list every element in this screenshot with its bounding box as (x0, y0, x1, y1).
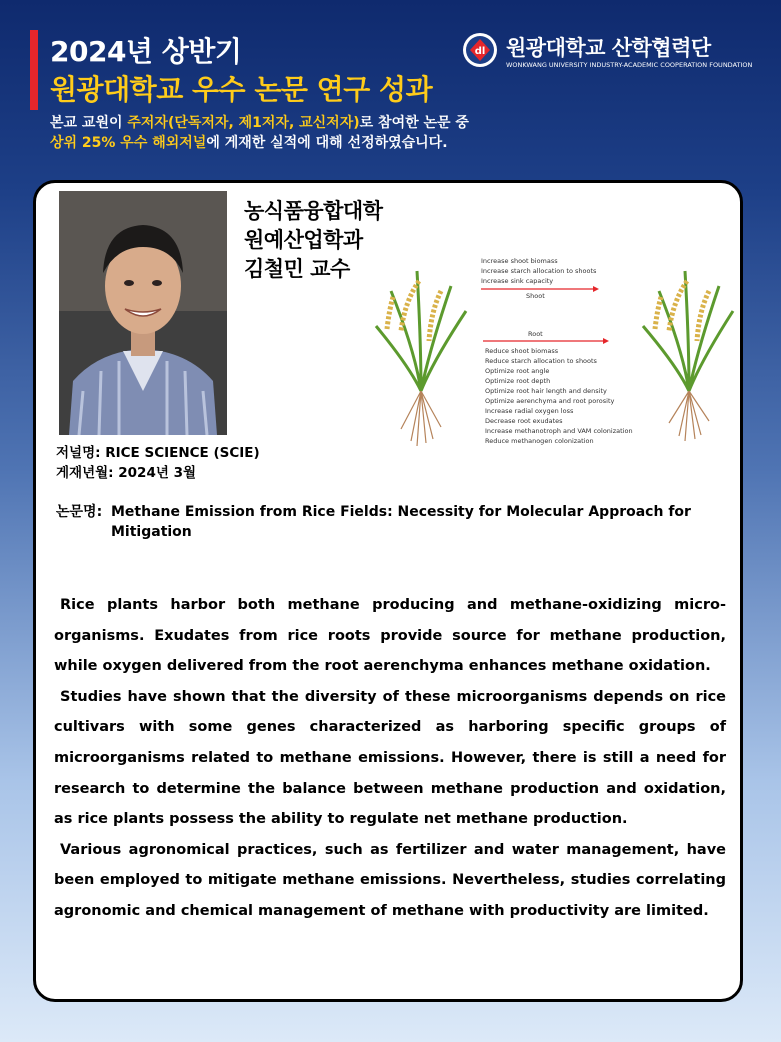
shoot-traits-list (481, 257, 597, 285)
paper-card (33, 180, 743, 1002)
foundation-subtitle: WONKWANG UNIVERSITY INDUSTRY-ACADEMIC COOPERATION FOUNDATION (506, 61, 753, 69)
page-title-main: 원광대학교 우수 논문 연구 성과 (50, 73, 433, 106)
shoot-trait: Increase shoot biomass (481, 257, 558, 265)
author-college: 농식품융합대학 (244, 199, 383, 223)
author-name: 김철민 교수 (244, 257, 350, 281)
intro-highlight: 주저자(단독저자, 제1저자, 교신저자) (127, 115, 360, 131)
shoot-arrow-head-icon (593, 286, 599, 292)
author-department: 원예산업학과 (244, 228, 363, 252)
rice-plant-left-illustration (376, 271, 466, 446)
page-title-year: 2024년 상반기 (50, 35, 242, 68)
root-trait: Increase methanotroph and VAM colonization (485, 427, 633, 435)
abstract (54, 590, 726, 927)
root-trait: Optimize root hair length and density (485, 387, 607, 395)
abstract-paragraph: Various agronomical practices, such as fertilizer and water management, have been employed to mitigate methane emissions. Nevertheless, studies correlating agronomic and chemical management of methane with productivity are limited. (54, 841, 726, 919)
root-trait: Reduce starch allocation to shoots (485, 357, 597, 365)
root-trait: Optimize aerenchyma and root porosity (485, 397, 615, 405)
shoot-trait: Increase sink capacity (481, 277, 554, 285)
wonkwang-emblem-icon (462, 32, 498, 68)
intro-text-part: 본교 교원이 (50, 115, 128, 131)
shoot-label: Shoot (526, 292, 545, 300)
author-block (244, 197, 383, 284)
publish-date: 게재년월: 2024년 3월 (56, 465, 197, 481)
root-label: Root (528, 330, 543, 338)
paper-title-label: 논문명: (56, 504, 103, 520)
root-trait: Reduce methanogen colonization (485, 437, 594, 445)
intro-text (50, 113, 750, 153)
root-trait: Reduce shoot biomass (485, 347, 559, 355)
svg-text:dl: dl (474, 46, 486, 57)
intro-text-part: 에 게재한 실적에 대해 선정하였습니다. (206, 135, 448, 151)
intro-line-1 (50, 113, 750, 133)
root-trait: Decrease root exudates (485, 417, 563, 425)
journal-name: 저널명: RICE SCIENCE (SCIE) (56, 445, 260, 461)
title-accent-bar (30, 30, 38, 110)
shoot-trait: Increase starch allocation to shoots (481, 267, 597, 275)
root-arrow-head-icon (603, 338, 609, 344)
rice-root-figure (371, 251, 736, 453)
intro-line-2 (50, 133, 750, 153)
abstract-paragraph: Rice plants harbor both methane producing and methane-oxidizing micro-organisms. Exudates from rice roots provide source for methane production, while oxygen delivered from the root aerenchyma enhances methane oxidation. (54, 597, 726, 675)
intro-highlight: 상위 25% 우수 해외저널 (50, 135, 207, 151)
foundation-logo (462, 30, 762, 74)
foundation-name: 원광대학교 산학협력단 (506, 36, 711, 60)
journal-info (56, 443, 260, 483)
root-trait: Optimize root angle (485, 367, 550, 375)
rice-plant-right-illustration (643, 271, 733, 441)
abstract-paragraph: Studies have shown that the diversity of these microorganisms depends on rice cultivars with some genes characterized as harboring specific groups of microorganisms related to methane emissions. However, there is still a need for research to determine the balance between methane production and oxidation, as rice plants possess the ability to regulate net methane production. (54, 688, 726, 828)
root-trait: Optimize root depth (485, 377, 551, 385)
paper-title: Methane Emission from Rice Fields: Necessity for Molecular Approach for Mitigation (111, 504, 691, 540)
root-trait: Increase radial oxygen loss (485, 407, 574, 415)
root-traits-list (485, 347, 633, 445)
intro-text-part: 로 참여한 논문 중 (359, 115, 469, 131)
author-photo (59, 191, 227, 435)
